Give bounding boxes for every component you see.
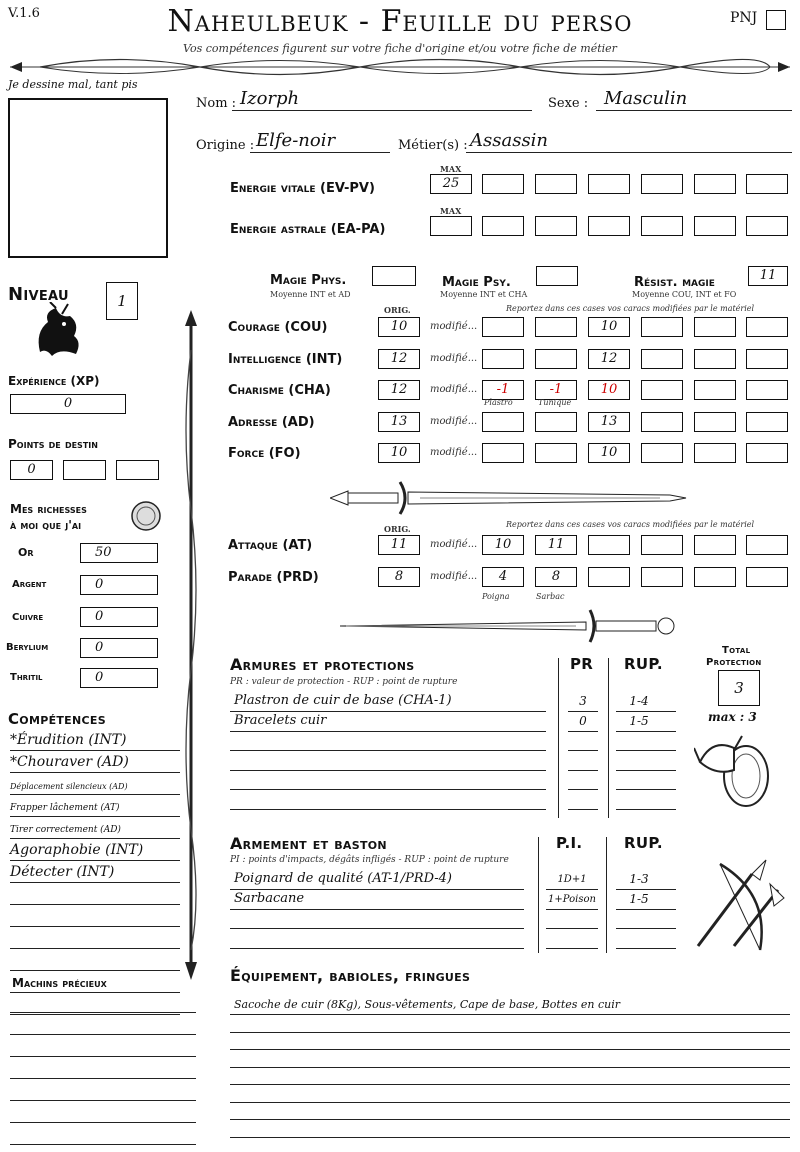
competence-line-3 xyxy=(10,816,180,817)
berylium-box[interactable]: 0 xyxy=(80,638,158,658)
berylium-label: Berylium xyxy=(6,642,49,653)
ea-box-3[interactable] xyxy=(535,216,577,236)
ea-box-1[interactable] xyxy=(430,216,472,236)
carac-mod-box-0-4[interactable] xyxy=(641,317,683,337)
armures-col-divider-2 xyxy=(608,658,609,818)
equipement-line-5[interactable] xyxy=(230,1102,790,1103)
competence-item-1[interactable]: *Chouraver (AD) xyxy=(10,754,129,770)
destin-box-3[interactable] xyxy=(116,460,159,480)
carac-mod-box-0-6[interactable] xyxy=(746,317,788,337)
competence-item-2[interactable]: Déplacement silencieux (AD) xyxy=(10,782,128,791)
nom-line xyxy=(232,110,532,111)
machin-line-0[interactable] xyxy=(10,1012,196,1013)
armement-note: PI : points d'impacts, dégâts infligés - RUP : point de rupture xyxy=(230,855,509,865)
combat-modif-label-0: modifié... xyxy=(430,539,478,550)
machin-line-1[interactable] xyxy=(10,1034,196,1035)
metier-value[interactable]: Assassin xyxy=(470,130,549,151)
resist-magie-box[interactable]: 11 xyxy=(748,266,788,286)
competence-line-0 xyxy=(10,750,180,751)
machin-line-5[interactable] xyxy=(10,1122,196,1123)
origine-line xyxy=(250,152,390,153)
weapons-icon xyxy=(690,854,786,954)
carac-label-1: Intelligence (INT) xyxy=(228,351,343,367)
resist-magie-label: Résist. magie xyxy=(634,275,715,290)
carac-mod-box-1-4[interactable] xyxy=(641,349,683,369)
sheet-subtitle: Vos compétences figurent sur votre fiche d'origine et/ou votre fiche de métier xyxy=(183,42,617,55)
destin-label: Points de destin xyxy=(8,437,98,451)
competence-line-6 xyxy=(10,882,180,883)
or-box[interactable]: 50 xyxy=(80,543,158,563)
carac-mod-box-3-4[interactable] xyxy=(641,412,683,432)
carac-modif-label-1: modifié... xyxy=(430,352,478,364)
carac-mod-box-0-2[interactable] xyxy=(535,317,577,337)
armure-line-4 xyxy=(230,789,546,790)
portrait-frame[interactable] xyxy=(8,98,168,258)
magie-psy-label: Magie Psy. xyxy=(442,275,511,290)
competence-line-9 xyxy=(10,948,180,949)
combat-orig-box-1[interactable]: 8 xyxy=(378,567,420,587)
carac-mod-box-0-1[interactable] xyxy=(482,317,524,337)
ev-label: Energie vitale (EV-PV) xyxy=(230,181,375,196)
armure-line-5 xyxy=(230,809,546,810)
combat-mod-box-1-6[interactable] xyxy=(746,567,788,587)
sexe-label: Sexe : xyxy=(548,96,589,111)
magie-phys-label: Magie Phys. xyxy=(270,273,347,288)
carac-mod-box-3-6[interactable] xyxy=(746,412,788,432)
armement-col-rup: RUP. xyxy=(624,834,663,852)
armure-rup-0[interactable]: 1-4 xyxy=(629,694,649,708)
equipement-line-2[interactable] xyxy=(230,1049,790,1050)
competence-line-1 xyxy=(10,772,180,773)
cha-note-tunique: Tunique xyxy=(538,398,572,407)
equipement-title: Équipement, babioles, fringues xyxy=(230,966,471,985)
armement-col-divider-2 xyxy=(606,837,607,953)
combat-mod-box-0-4[interactable] xyxy=(641,535,683,555)
ea-box-2[interactable] xyxy=(482,216,524,236)
carac-label-0: Courage (COU) xyxy=(228,320,328,335)
combat-mod-box-1-2[interactable]: 8 xyxy=(535,567,577,587)
competence-line-8 xyxy=(10,926,180,927)
competence-item-3[interactable]: Frapper lâchement (AT) xyxy=(10,803,120,813)
equipement-line-6[interactable] xyxy=(230,1119,790,1120)
competence-item-4[interactable]: Tirer correctement (AD) xyxy=(10,825,121,835)
magie-phys-box[interactable] xyxy=(372,266,416,286)
arme-rup-line-1 xyxy=(616,909,676,910)
combat-mod-box-0-3[interactable] xyxy=(588,535,630,555)
sword-icon xyxy=(330,478,690,518)
carac-modif-label-4: modifié... xyxy=(430,447,478,458)
arme-pi-0[interactable]: 1D+1 xyxy=(557,874,587,885)
carac-mod-box-2-1[interactable]: -1 xyxy=(482,380,524,400)
armure-pr-line-5 xyxy=(568,809,598,810)
carac-mod-box-3-1[interactable] xyxy=(482,412,524,432)
carac-orig-box-4[interactable]: 10 xyxy=(378,443,420,463)
combat-mod-box-0-6[interactable] xyxy=(746,535,788,555)
carac-mod-box-2-2[interactable]: -1 xyxy=(535,380,577,400)
caracs-orig-label: ORIG. xyxy=(384,305,411,315)
armure-rup-line-3 xyxy=(616,770,676,771)
carac-label-4: Force (FO) xyxy=(228,446,301,461)
total-protection-box[interactable]: 3 xyxy=(718,670,760,706)
armures-col-divider-1 xyxy=(558,658,559,818)
carac-mod-box-1-2[interactable] xyxy=(535,349,577,369)
competence-line-2 xyxy=(10,794,180,795)
xp-label: Expérience (XP) xyxy=(8,374,100,388)
carac-mod-box-0-3[interactable]: 10 xyxy=(588,317,630,337)
carac-mod-box-2-6[interactable] xyxy=(746,380,788,400)
version-label: V.1.6 xyxy=(8,6,40,21)
metier-label: Métier(s) : xyxy=(398,138,468,153)
carac-orig-box-0[interactable]: 10 xyxy=(378,317,420,337)
destin-box-1[interactable]: 0 xyxy=(10,460,53,480)
thritil-label: Thritil xyxy=(10,672,43,683)
armure-pr-line-4 xyxy=(568,789,598,790)
xp-box[interactable]: 0 xyxy=(10,394,126,414)
combat-mod-box-1-1[interactable]: 4 xyxy=(482,567,524,587)
armure-pr-0[interactable]: 3 xyxy=(579,694,587,708)
carac-mod-box-4-3[interactable]: 10 xyxy=(588,443,630,463)
carac-label-2: Charisme (CHA) xyxy=(228,383,331,398)
carac-orig-box-3[interactable]: 13 xyxy=(378,412,420,432)
portrait-caption: Je dessine mal, tant pis xyxy=(8,78,138,91)
armure-rup-line-2 xyxy=(616,750,676,751)
arme-line-3 xyxy=(230,948,524,949)
ev-box-3[interactable] xyxy=(535,174,577,194)
sword-icon-2 xyxy=(336,606,686,646)
carac-label-3: Adresse (AD) xyxy=(228,414,315,430)
ea-box-7[interactable] xyxy=(746,216,788,236)
carac-mod-box-2-4[interactable] xyxy=(641,380,683,400)
combat-note: Reportez dans ces cases vos caracs modifiées par le matériel xyxy=(506,520,755,529)
carac-modif-label-0: modifié... xyxy=(430,321,478,332)
armure-rup-line-5 xyxy=(616,809,676,810)
arme-pi-1[interactable]: 1+Poison xyxy=(548,893,596,905)
combat-mod-box-1-3[interactable] xyxy=(588,567,630,587)
max-protection-note: max : 3 xyxy=(708,710,757,724)
equipement-line-7[interactable] xyxy=(230,1137,790,1138)
caracs-note: Reportez dans ces cases vos caracs modifiées par le matériel xyxy=(506,304,755,313)
magie-psy-box[interactable] xyxy=(536,266,578,286)
argent-label: Argent xyxy=(12,579,47,590)
machin-line-4[interactable] xyxy=(10,1100,196,1101)
machins-label: Machins précieux xyxy=(12,976,107,990)
pnj-checkbox[interactable] xyxy=(766,10,786,30)
equipement-line-1[interactable] xyxy=(230,1032,790,1033)
armure-pr-line-3 xyxy=(568,770,598,771)
argent-box[interactable]: 0 xyxy=(80,575,158,595)
competence-line-11 xyxy=(10,992,180,993)
ev-box-4[interactable] xyxy=(588,174,630,194)
carac-modif-label-2: modifié... xyxy=(430,384,478,395)
arme-name-0[interactable]: Poignard de qualité (AT-1/PRD-4) xyxy=(234,871,452,886)
arme-pi-line-2 xyxy=(546,928,598,929)
origine-value[interactable]: Elfe-noir xyxy=(256,130,336,151)
armure-rup-1[interactable]: 1-5 xyxy=(629,713,649,728)
armure-line-2 xyxy=(230,750,546,751)
total-label-2: Protection xyxy=(706,657,762,668)
equipement-line-3[interactable] xyxy=(230,1067,790,1068)
arme-line-1 xyxy=(230,909,524,910)
cuivre-box[interactable]: 0 xyxy=(80,607,158,627)
competence-line-10 xyxy=(10,970,180,971)
competence-line-7 xyxy=(10,904,180,905)
or-label: Or xyxy=(18,546,34,559)
competence-line-4 xyxy=(10,838,180,839)
ev-box-6[interactable] xyxy=(694,174,736,194)
ev-box-2[interactable] xyxy=(482,174,524,194)
ev-max-label: MAX xyxy=(440,164,462,174)
machin-line-6[interactable] xyxy=(10,1144,196,1145)
combat-mod-box-0-5[interactable] xyxy=(694,535,736,555)
carac-mod-box-3-5[interactable] xyxy=(694,412,736,432)
carac-mod-box-4-4[interactable] xyxy=(641,443,683,463)
ea-box-6[interactable] xyxy=(694,216,736,236)
armement-col-divider-1 xyxy=(538,837,539,953)
armures-col-pr: PR xyxy=(570,655,594,673)
magie-psy-note: Moyenne INT et CHA xyxy=(440,290,528,299)
carac-orig-box-1[interactable]: 12 xyxy=(378,349,420,369)
equipement-line-4[interactable] xyxy=(230,1084,790,1085)
armure-rup-line-0 xyxy=(616,711,676,712)
competence-line-5 xyxy=(10,860,180,861)
armures-note: PR : valeur de protection - RUP : point de rupture xyxy=(230,677,458,687)
competence-item-0[interactable]: *Érudition (INT) xyxy=(10,732,127,748)
niveau-box[interactable]: 1 xyxy=(106,282,138,320)
arme-rup-1[interactable]: 1-5 xyxy=(629,891,649,906)
pnj-label: PNJ xyxy=(730,10,758,26)
carac-mod-box-4-5[interactable] xyxy=(694,443,736,463)
thritil-box[interactable]: 0 xyxy=(80,668,158,688)
total-label-1: Total xyxy=(722,645,751,656)
competence-item-6[interactable]: Détecter (INT) xyxy=(10,864,115,880)
armure-pr-1[interactable]: 0 xyxy=(579,713,587,728)
machin-line-2[interactable] xyxy=(10,1056,196,1057)
armure-pr-line-2 xyxy=(568,750,598,751)
ev-box-5[interactable] xyxy=(641,174,683,194)
coin-icon xyxy=(130,500,162,532)
nom-label: Nom : xyxy=(196,96,237,111)
combat-mod-box-0-1[interactable]: 10 xyxy=(482,535,524,555)
sexe-value[interactable]: Masculin xyxy=(604,88,688,109)
carac-mod-box-2-5[interactable] xyxy=(694,380,736,400)
competences-label: Compétences xyxy=(8,710,106,728)
carac-mod-box-0-5[interactable] xyxy=(694,317,736,337)
competence-item-5[interactable]: Agoraphobie (INT) xyxy=(10,842,144,858)
sheet-title: Naheulbeuk - Feuille du perso xyxy=(167,4,633,39)
magie-phys-note: Moyenne INT et AD xyxy=(270,290,351,299)
armures-col-rup: RUP. xyxy=(624,655,663,673)
combat-note-poigna: Poigna xyxy=(482,592,510,601)
competence-line-12 xyxy=(10,1014,180,1015)
arme-line-2 xyxy=(230,928,524,929)
combat-label-1: Parade (PRD) xyxy=(228,569,319,585)
richesses-label-1: Mes richesses xyxy=(10,502,87,516)
nom-value[interactable]: Izorph xyxy=(240,88,300,109)
carac-mod-box-1-5[interactable] xyxy=(694,349,736,369)
arme-rup-0[interactable]: 1-3 xyxy=(629,872,649,886)
ea-box-4[interactable] xyxy=(588,216,630,236)
carac-mod-box-4-6[interactable] xyxy=(746,443,788,463)
niveau-label: Niveau xyxy=(8,284,69,305)
equipement-line-1[interactable]: Sacoche de cuir (8Kg), Sous-vêtements, Cape de base, Bottes en cuir xyxy=(234,998,620,1011)
arme-rup-line-0 xyxy=(616,889,676,890)
equipement-line-0[interactable] xyxy=(230,1014,790,1015)
origine-label: Origine : xyxy=(196,138,255,153)
ea-label: Energie astrale (EA-PA) xyxy=(230,222,386,237)
carac-mod-box-1-6[interactable] xyxy=(746,349,788,369)
arme-pi-line-1 xyxy=(546,909,598,910)
cha-note-plastro: Plastro xyxy=(484,398,513,407)
armement-title: Armement et baston xyxy=(230,834,387,853)
carac-mod-box-1-3[interactable]: 12 xyxy=(588,349,630,369)
carac-mod-box-3-2[interactable] xyxy=(535,412,577,432)
machin-line-3[interactable] xyxy=(10,1078,196,1079)
combat-modif-label-1: modifié... xyxy=(430,570,478,582)
arme-rup-line-2 xyxy=(616,928,676,929)
richesses-label-2: à moi que j'ai xyxy=(10,518,82,532)
arme-pi-line-0 xyxy=(546,889,598,890)
carac-mod-box-1-1[interactable] xyxy=(482,349,524,369)
armures-title: Armures et protections xyxy=(230,655,415,674)
combat-mod-box-1-4[interactable] xyxy=(641,567,683,587)
armure-rup-line-4 xyxy=(616,789,676,790)
combat-orig-box-0[interactable]: 11 xyxy=(378,535,420,555)
arme-rup-line-3 xyxy=(616,948,676,949)
armure-pr-line-0 xyxy=(568,711,598,712)
combat-orig-label: ORIG. xyxy=(384,524,411,534)
armure-name-1[interactable]: Bracelets cuir xyxy=(234,712,327,728)
combat-label-0: Attaque (AT) xyxy=(228,538,313,553)
combat-note-sarbac: Sarbac xyxy=(536,592,565,601)
ev-box-1[interactable]: 25 xyxy=(430,174,472,194)
destin-box-2[interactable] xyxy=(63,460,106,480)
armure-line-3 xyxy=(230,770,546,771)
armure-line-1 xyxy=(230,731,546,732)
arme-pi-line-3 xyxy=(546,948,598,949)
carac-orig-box-2[interactable]: 12 xyxy=(378,380,420,400)
cuivre-label: Cuivre xyxy=(12,612,44,623)
carac-modif-label-3: modifié... xyxy=(430,415,478,427)
carac-mod-box-4-2[interactable] xyxy=(535,443,577,463)
combat-mod-box-0-2[interactable]: 11 xyxy=(535,535,577,555)
resist-magie-note: Moyenne COU, INT et FO xyxy=(632,290,737,299)
armure-pr-line-1 xyxy=(568,731,598,732)
carac-mod-box-4-1[interactable] xyxy=(482,443,524,463)
staff-icon xyxy=(178,310,204,980)
armure-rup-line-1 xyxy=(616,731,676,732)
dragon-icon xyxy=(30,302,84,360)
armure-name-0[interactable]: Plastron de cuir de base (CHA-1) xyxy=(234,693,452,708)
ev-box-7[interactable] xyxy=(746,174,788,194)
metier-line xyxy=(466,152,792,153)
helmet-shield-icon xyxy=(694,728,774,812)
combat-mod-box-1-5[interactable] xyxy=(694,567,736,587)
carac-mod-box-2-3[interactable]: 10 xyxy=(588,380,630,400)
ea-max-label: MAX xyxy=(440,206,462,216)
sexe-line xyxy=(596,110,792,111)
carac-mod-box-3-3[interactable]: 13 xyxy=(588,412,630,432)
arme-name-1[interactable]: Sarbacane xyxy=(234,890,305,906)
ea-box-5[interactable] xyxy=(641,216,683,236)
armement-col-pi: P.I. xyxy=(556,834,583,852)
